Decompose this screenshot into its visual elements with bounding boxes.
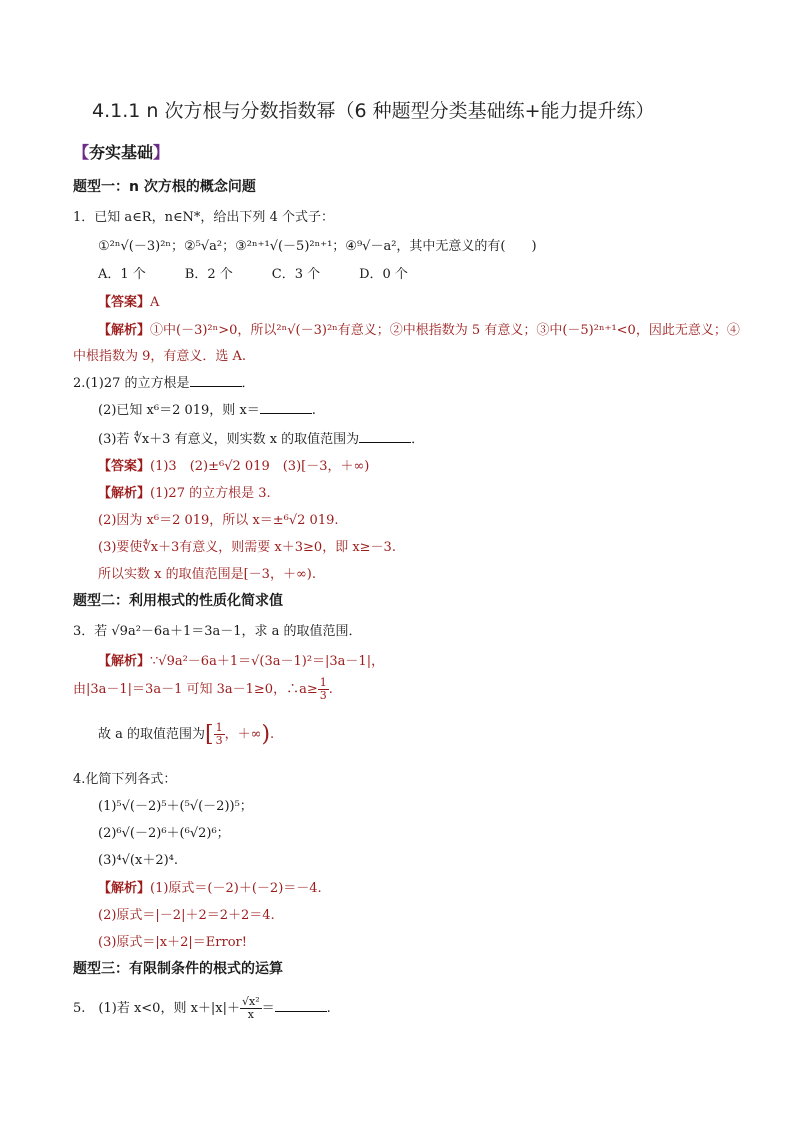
fraction-denominator: 3 (215, 734, 223, 747)
q5-stem (73, 996, 331, 1021)
q2-part-3 (98, 428, 424, 447)
q2-part-1-end: ． (241, 376, 255, 391)
q2-part-2-end: . (311, 403, 316, 418)
q1-answer-value: A (150, 295, 160, 310)
q2-part-2-text: (2)已知 x⁶＝2 019，则 x＝ (98, 403, 260, 418)
fraction-numerator: √x² (242, 995, 260, 1008)
analysis-tag: 【解析】 (98, 323, 151, 338)
q3-stem: 3．若 √9a²－6a＋1＝3a－1，求 a 的取值范围． (73, 624, 362, 639)
q2-part-1 (73, 372, 255, 391)
q2-part-2 (98, 399, 316, 418)
q4-analysis-1 (98, 877, 322, 896)
q2-part-3-text: (3)若 ∜x＋3 有意义，则实数 x 的取值范围为 (98, 432, 360, 447)
fraction-denominator: x (247, 1008, 254, 1021)
q1-answer (98, 291, 159, 310)
q2-analysis-1 (98, 482, 271, 501)
answer-tag: 【答案】 (98, 459, 151, 474)
fraction-one-third (214, 722, 225, 747)
page-title: 4.1.1 n 次方根与分数指数幂（6 种题型分类基础练+能力提升练） (92, 100, 655, 122)
q5-fraction (240, 996, 262, 1021)
type-heading-1: 题型一：n 次方根的概念问题 (73, 179, 256, 195)
q4-analysis-text-1: (1)原式＝(－2)＋(－2)＝－4. (150, 881, 322, 896)
q1-stem: 1．已知 a∈R，n∈N*，给出下列 4 个式子： (73, 210, 334, 225)
fraction-one-third (318, 677, 329, 702)
q1-analysis-line-1 (98, 319, 740, 338)
q4-part-1: (1)⁵√(－2)⁵＋(⁵√(－2))⁵； (98, 799, 253, 814)
q5-blank (275, 999, 327, 1012)
q3-analysis-2-end: . (328, 682, 333, 697)
q5-equals: ＝ (261, 1001, 275, 1016)
q4-part-3: (3)⁴√(x＋2)⁴. (98, 853, 178, 868)
q3-analysis-1 (98, 650, 384, 669)
section-heading (73, 140, 169, 163)
analysis-tag: 【解析】 (98, 486, 151, 501)
q1-analysis-text-1: ①中(－3)²ⁿ>0，所以²ⁿ√(－3)²ⁿ有意义；②中根指数为 5 有意义；③中(－5)²ⁿ⁺¹<0，因此无意义；④ (150, 323, 740, 338)
q3-analysis-3-end: . (270, 727, 275, 742)
q2-analysis-4: 所以实数 x 的取值范围是[－3，＋∞). (98, 567, 316, 582)
q3-analysis-3 (98, 722, 274, 747)
q2-analysis-3: (3)要使∜x＋3有意义，则需要 x＋3≥0，即 x≥－3. (98, 540, 396, 555)
q1-analysis-line-2: 中根指数为 9，有意义．选 A. (73, 349, 247, 364)
q2-answer (98, 455, 369, 474)
q2-answer-value: (1)3 (2)±⁶√2 019 (3)[－3，＋∞) (150, 459, 370, 474)
q4-part-2: (2)⁶√(－2)⁶＋(⁶√2)⁶； (98, 826, 230, 841)
fraction-numerator: 1 (319, 676, 327, 689)
q2-blank-1 (190, 374, 242, 387)
interval-left-bracket: [ (205, 722, 214, 747)
bracket-open: 【 (73, 143, 90, 162)
q3-analysis-text-1: ∵√9a²－6a＋1＝√(3a－1)²＝|3a－1|， (150, 654, 385, 669)
q4-analysis-2: (2)原式＝|－2|＋2＝2＋2＝4. (98, 908, 275, 923)
q2-analysis-text-1: (1)27 的立方根是 3. (150, 486, 271, 501)
q1-options: A．1 个 B．2 个 C．3 个 D．0 个 (98, 267, 408, 282)
q4-stem: 4.化简下列各式： (73, 772, 177, 787)
q4-analysis-3: (3)原式＝|x＋2|＝Error! (98, 935, 247, 950)
answer-tag: 【答案】 (98, 295, 151, 310)
q3-analysis-text-2: 由|3a－1|＝3a－1 可知 3a－1≥0，∴a≥ (73, 682, 318, 697)
fraction-denominator: 3 (319, 689, 327, 702)
type-heading-2: 题型二：利用根式的性质化简求值 (73, 593, 283, 609)
q2-part-3-end: ． (411, 432, 425, 447)
fraction-numerator: 1 (215, 721, 223, 734)
interval-right-bracket: ) (261, 722, 271, 747)
analysis-tag: 【解析】 (98, 881, 151, 896)
type-heading-3: 题型三：有限制条件的根式的运算 (73, 961, 283, 977)
analysis-tag: 【解析】 (98, 654, 151, 669)
section-label: 夯实基础 (89, 143, 154, 162)
q1-items: ①²ⁿ√(－3)²ⁿ；②⁵√a²；③²ⁿ⁺¹√(－5)²ⁿ⁺¹；④⁹√－a²，其中无意义的有( ) (98, 239, 537, 254)
q5-end: . (326, 1001, 331, 1016)
q2-blank-3 (359, 430, 411, 443)
q2-part-1-text: 2.(1)27 的立方根是 (73, 376, 190, 391)
interval-rest: ，＋∞ (224, 727, 262, 742)
q5-stem-text: 5. (1)若 x<0，则 x＋|x|＋ (73, 1001, 241, 1016)
q3-analysis-2 (73, 677, 333, 702)
q2-blank-2 (260, 401, 312, 414)
bracket-close: 】 (153, 143, 170, 162)
q3-analysis-text-3: 故 a 的取值范围为 (98, 727, 206, 742)
q2-analysis-2: (2)因为 x⁶＝2 019，所以 x＝±⁶√2 019. (98, 513, 339, 528)
